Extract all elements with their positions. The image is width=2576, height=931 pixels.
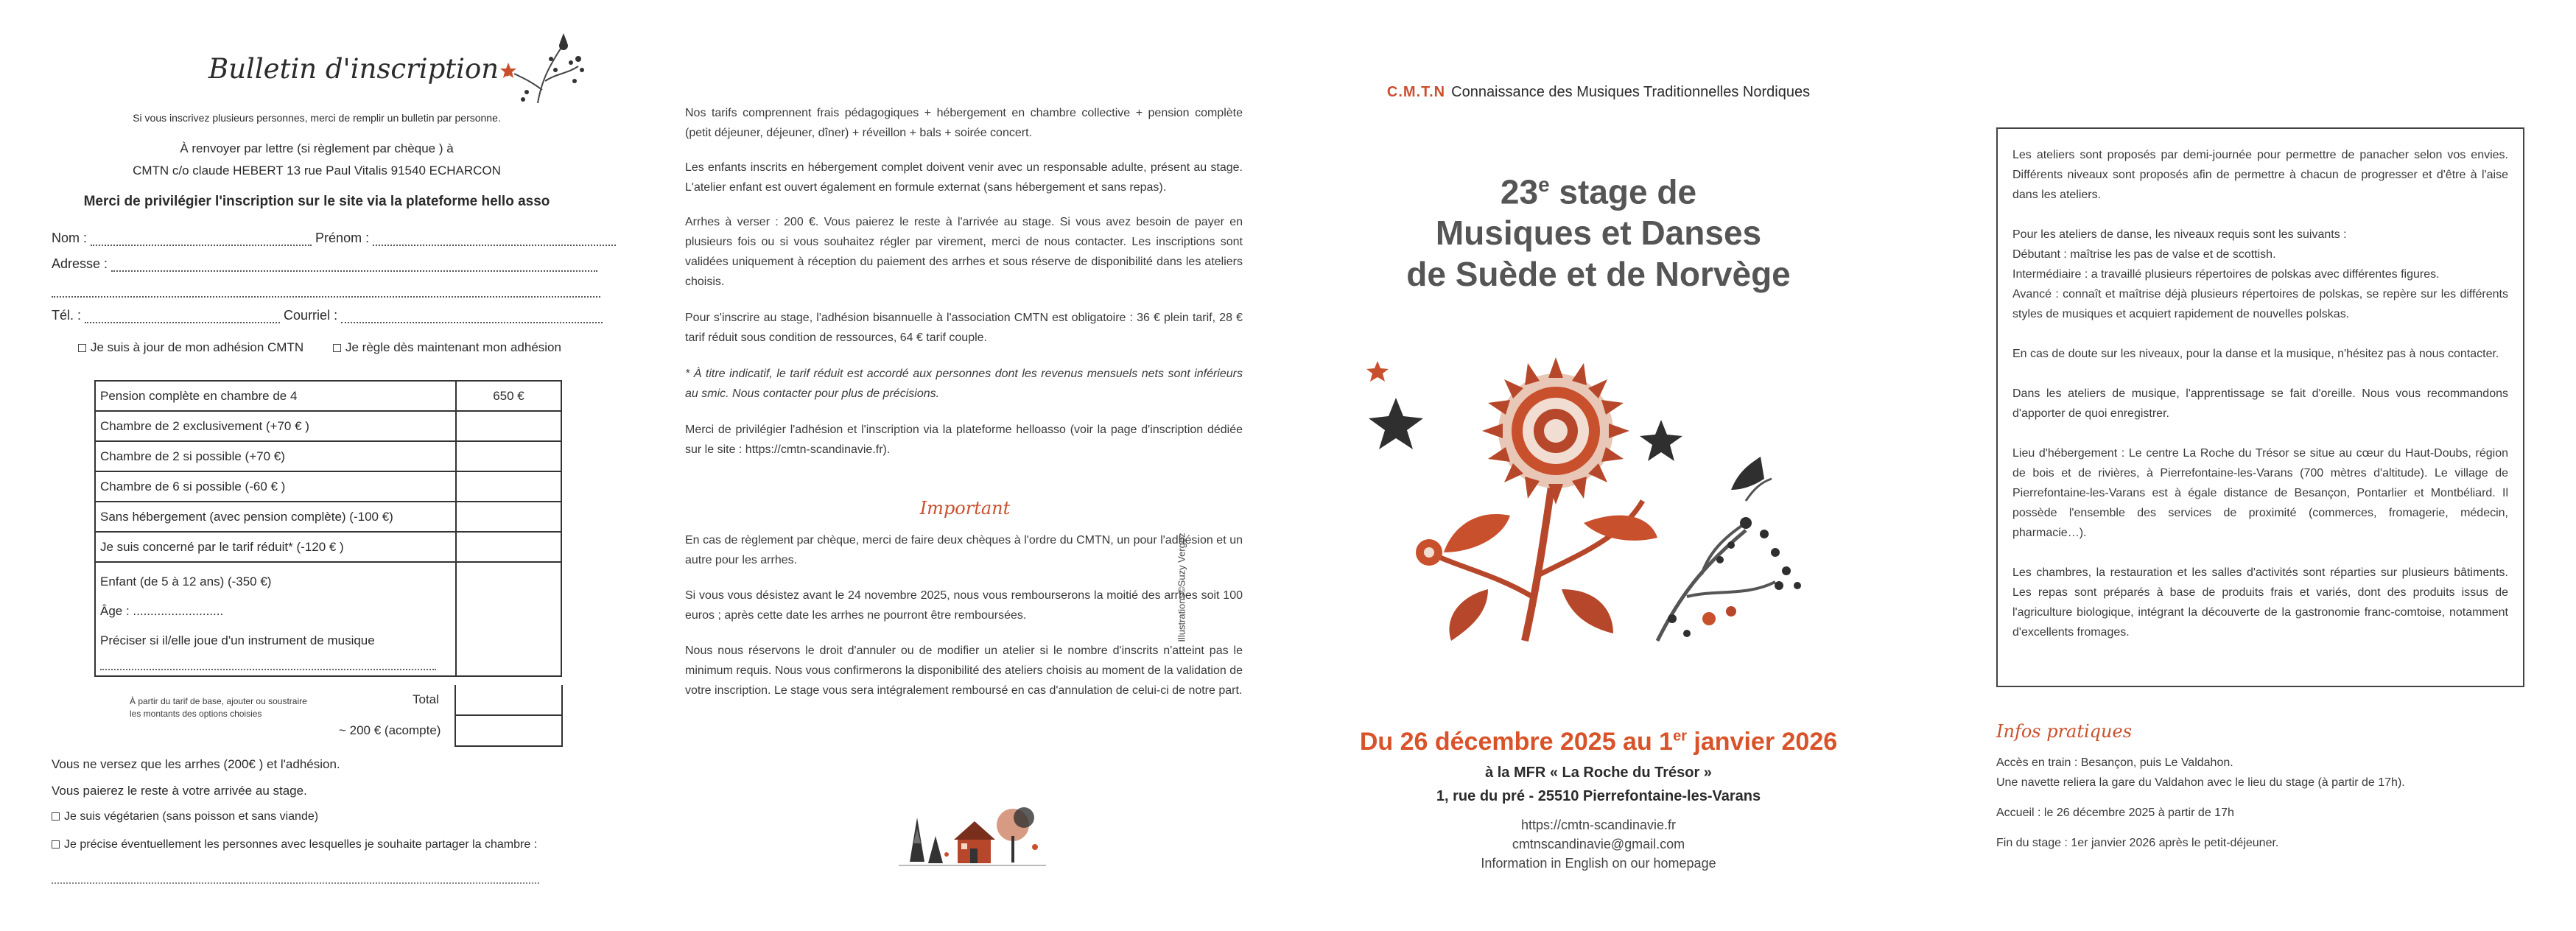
event-dates: Du 26 décembre 2025 au 1er janvier 2026 — [1359, 728, 1838, 756]
checkbox[interactable] — [52, 812, 60, 821]
tel-label: Tél. : — [52, 308, 82, 323]
contact-row — [52, 308, 603, 323]
atelier-paragraph: Nous nous réservons le droit d'annuler ou de modifier un atelier si le nombre d'inscrits n'atteint pas le minimum requis. Nous vous confirmerons la disponibilité des ateliers choisis au moment de la validation de votre inscription. Le stage vous sera intégralement remboursé en cas d'annulation de celui-ci de notre part. — [685, 644, 1243, 697]
table-row — [95, 381, 561, 411]
venue-address: 1, rue du pré - 25510 Pierrefontaine-les-Varans — [1436, 788, 1761, 804]
workshops-intro: Les ateliers sont proposés par demi-journée pour permettre de panacher selon vos envies. Différents niveaux sont proposés afin de permettre à chacun de progresser et d'être à l'aise dans les ateliers. — [2012, 149, 2508, 201]
reduced-rate-note: * À titre indicatif, le tarif réduit est accordé aux personnes dont les revenus mensuels nets sont inférieurs au smic. Nous contacter pour plus de précisions. — [685, 368, 1243, 400]
table-row — [95, 502, 561, 532]
enfant-line: Enfant (de 5 à 12 ans) (-350 €) — [100, 575, 272, 589]
dance-levels: Pour les ateliers de danse, les niveaux requis sont les suivants : Débutant : maîtrise les pas de valse et de scottish. Intermédiaire : a travaillé plusieurs répertoires de polskas avec différentes figures. Avancé : connaît et maîtrise déjà plusieurs répertoires de polskas, se repère sur les différents styles de musiques et acquiert rapidement de nouvelles polskas. — [2012, 228, 2508, 320]
shuttle-info: Une navette reliera la gare du Valdahon avec le lieu du stage (à partir de 17h). — [1996, 776, 2405, 789]
name-row — [52, 231, 616, 246]
adhesion-paragraph: Pour s'inscrire au stage, l'adhésion bisannuelle à l'association CMTN est obligatoire : 36 € plein tarif, 28 € tarif réduit sous condition de ressources, 64 € tarif couple. — [685, 312, 1243, 344]
table-cell-value[interactable] — [456, 471, 561, 502]
acompte-label: ~ 200 € (acompte) — [339, 723, 441, 737]
english-info: Information in English on our homepage — [1481, 856, 1716, 871]
form-title: Bulletin d'inscription — [208, 53, 499, 85]
table-cell-label: Pension complète en chambre de 4 — [95, 381, 456, 411]
pricing-info-panel — [648, 0, 1282, 931]
checkbox[interactable] — [333, 344, 341, 352]
courriel-label: Courriel : — [284, 308, 338, 323]
org-abbreviation: C.M.T.N — [1386, 84, 1446, 100]
venue-name: à la MFR « La Roche du Trésor » — [1485, 765, 1712, 781]
lodging-paragraph: Lieu d'hébergement : Le centre La Roche du Trésor se situe au cœur du Haut-Doubs, région de bois et de rivières, à Pierrefontaine-les-Varans (700 mètres d'altitude). Le village de Pierrefontaine-les-Varans est à égale distance de Besançon, Pontarlier et Montbéliard. Il possède l'ensemble des services de proximité (commerces, fromagerie, médecin, pharmacie…). — [2012, 447, 2508, 539]
adresse-label: Adresse : — [52, 256, 108, 271]
tel-field[interactable] — [85, 312, 280, 323]
nom-label: Nom : — [52, 231, 88, 245]
table-row — [95, 532, 561, 562]
table-row-enfant — [95, 562, 561, 676]
title-line-3: de Suède et de Norvège — [1406, 255, 1791, 294]
veg-check[interactable] — [52, 810, 318, 823]
title-line-1: 23e stage de — [1500, 172, 1697, 211]
helloasso-note: Merci de privilégier l'inscription sur le site via la plateforme hello asso — [83, 194, 550, 209]
price-note — [130, 695, 351, 720]
nom-field[interactable] — [91, 234, 312, 246]
table-cell-value[interactable] — [456, 502, 561, 532]
registration-form-panel — [0, 0, 634, 931]
house-trees-illustration — [895, 795, 1050, 873]
cancel-paragraph: Si vous vous désistez avant le 24 novembre 2025, nous vous rembourserons la moitié des arrhes soit 100 euros ; après cette date les arrhes ne pourront être remboursées. — [685, 589, 1243, 622]
price-table — [94, 380, 562, 677]
enfant-value[interactable] — [456, 562, 561, 676]
send-instruction: À renvoyer par lettre (si règlement par chèque ) à — [180, 141, 454, 155]
title-line-2: Musiques et Danses — [1435, 214, 1762, 253]
arrhes-paragraph: Arrhes à verser : 200 €. Vous paierez le reste à l'arrivée au stage. Si vous avez besoin de payer en plusieurs fois ou si vous souhaitez régler par virement, merci de nous contacter. Les inscriptions sont validées uniquement à réception du paiement des arrhes et sous réserve de disponibilité dans les ateliers choisis. — [685, 216, 1243, 288]
prenom-field[interactable] — [373, 234, 616, 246]
address-row-2 — [52, 282, 600, 298]
important-heading: Important — [919, 498, 1011, 519]
illustration-credit: Illustrations©Suzy Vergez — [1176, 533, 1187, 642]
table-row — [95, 441, 561, 471]
table-row — [95, 471, 561, 502]
music-paragraph: Dans les ateliers de musique, l'apprentissage se fait d'oreille. Nous vous recommandons d'apporter de quoi enregistrer. — [2012, 387, 2508, 420]
table-cell-label: Je suis concerné par le tarif réduit* (-120 € ) — [95, 532, 456, 562]
address-row — [52, 256, 597, 272]
share-field[interactable] — [52, 882, 539, 884]
total-box[interactable] — [455, 685, 563, 747]
train-info: Accès en train : Besançon, puis Le Valdahon. — [1996, 756, 2233, 769]
instrument-field[interactable] — [100, 656, 436, 670]
adresse-field-2[interactable] — [52, 286, 600, 298]
event-title — [1289, 164, 1908, 295]
table-cell-label: Sans hébergement (avec pension complète) (-100 €) — [95, 502, 456, 532]
workshops-panel — [1945, 0, 2576, 931]
org-name: Connaissance des Musiques Traditionnelles Nordiques — [1451, 84, 1811, 100]
table-cell-value[interactable] — [456, 532, 561, 562]
rooms-paragraph: Les chambres, la restauration et les salles d'activités sont réparties sur plusieurs bâtiments. Les repas sont préparés à base de produits frais et variés, dont des produits issus de l'agriculture biologique, intégrant la découverte de la gastronomie franc-comtoise, notamment d'excellents fromages. — [2012, 566, 2508, 639]
price-note-line: À partir du tarif de base, ajouter ou soustraire — [130, 696, 307, 706]
folk-flower-illustration — [1363, 331, 1819, 656]
share-label: Je précise éventuellement les personnes avec lesquelles je souhaite partager la chambre : — [64, 838, 538, 851]
workshops-box — [1996, 127, 2524, 687]
website-link[interactable]: https://cmtn-scandinavie.fr — [1520, 818, 1677, 832]
end-info: Fin du stage : 1er janvier 2026 après le petit-déjeuner. — [1996, 837, 2279, 849]
prenom-label: Prénom : — [315, 231, 370, 245]
tarifs-paragraph: Nos tarifs comprennent frais pédagogiques + hébergement en chambre collective + pension complète (petit déjeuner, déjeuner, dîner) + réveillon + bals + soirée concert. — [685, 107, 1243, 139]
checkbox[interactable] — [78, 344, 86, 352]
courriel-field[interactable] — [341, 312, 603, 323]
email-link[interactable]: cmtnscandinavie@gmail.com — [1512, 837, 1685, 851]
table-cell-label: Chambre de 6 si possible (-60 € ) — [95, 471, 456, 502]
doubt-paragraph: En cas de doute sur les niveaux, pour la danse et la musique, n'hésitez pas à nous contacter. — [2012, 348, 2499, 360]
checkbox[interactable] — [52, 840, 60, 849]
adhesion-now-check[interactable] — [333, 340, 561, 355]
table-cell-value: 650 € — [456, 381, 561, 411]
adhesion-ok-check[interactable] — [78, 340, 303, 355]
cheque-paragraph: En cas de règlement par chèque, merci de faire deux chèques à l'ordre du CMTN, un pour l'adhésion et un autre pour les arrhes. — [685, 534, 1243, 566]
adhesion-now-label: Je règle dès maintenant mon adhésion — [345, 340, 561, 354]
table-cell-value[interactable] — [456, 411, 561, 441]
table-row — [95, 411, 561, 441]
adhesion-ok-label: Je suis à jour de mon adhésion CMTN — [91, 340, 304, 354]
total-label: Total — [413, 692, 439, 706]
table-cell-label: Chambre de 2 si possible (+70 €) — [95, 441, 456, 471]
flower-branch-illustration — [494, 29, 589, 107]
table-cell-label: Chambre de 2 exclusivement (+70 € ) — [95, 411, 456, 441]
age-line[interactable]: Âge : .......................... — [100, 604, 224, 618]
welcome-info: Accueil : le 26 décembre 2025 à partir de 17h — [1996, 807, 2234, 819]
infos-heading: Infos pratiques — [1996, 721, 2133, 742]
arrhes-note: Vous ne versez que les arrhes (200€ ) et l'adhésion. — [52, 757, 340, 771]
multi-person-note: Si vous inscrivez plusieurs personnes, merci de remplir un bulletin par personne. — [133, 112, 501, 124]
send-address: CMTN c/o claude HEBERT 13 rue Paul Vitalis 91540 ECHARCON — [133, 164, 501, 178]
children-paragraph: Les enfants inscrits en hébergement complet doivent venir avec un responsable adulte, présent au stage. L'atelier enfant est ouvert également en formule externat (sans hébergement et sans repas). — [685, 161, 1243, 194]
organization-line — [1289, 84, 1908, 101]
veg-label: Je suis végétarien (sans poisson et sans viande) — [64, 810, 319, 823]
table-cell-value[interactable] — [456, 441, 561, 471]
price-note-line: les montants des options choisies — [130, 709, 262, 719]
adresse-field[interactable] — [111, 260, 597, 272]
helloasso-paragraph: Merci de privilégier l'adhésion et l'inscription via la plateforme helloasso (voir la page d'inscription dédiée sur le site : https://cmtn-scandinavie.fr). — [685, 424, 1243, 456]
rest-note: Vous paierez le reste à votre arrivée au stage. — [52, 784, 307, 798]
share-check[interactable] — [52, 838, 537, 851]
instrument-line: Préciser si il/elle joue d'un instrument de musique — [100, 633, 375, 647]
enfant-cell — [95, 562, 456, 676]
cover-panel — [1176, 0, 1908, 931]
